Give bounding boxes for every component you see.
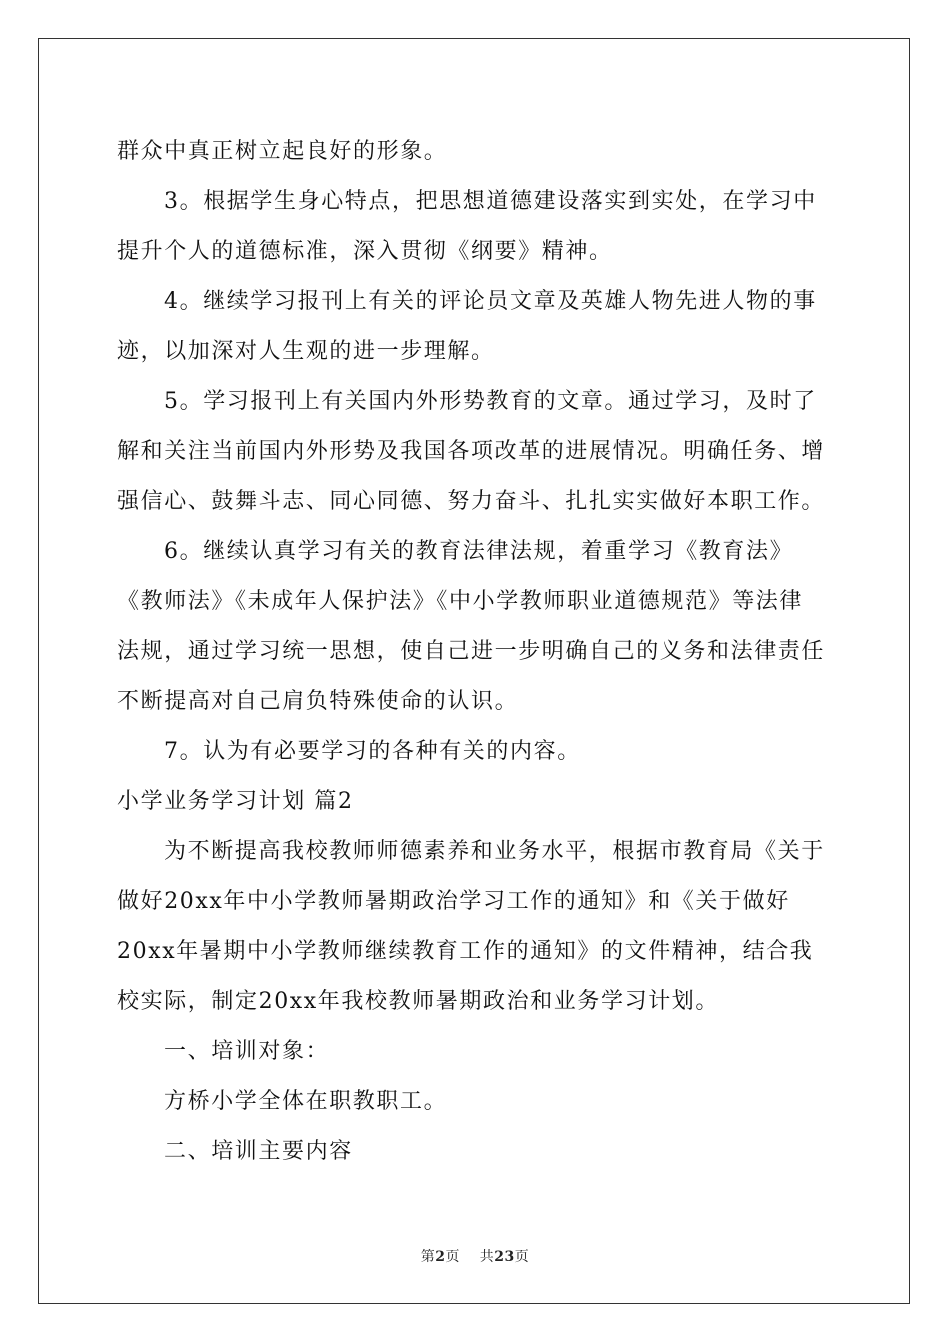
text-line: 强信心、鼓舞斗志、同心同德、努力奋斗、扎扎实实做好本职工作。 <box>117 489 826 514</box>
text-line: 法规，通过学习统一思想，使自己进一步明确自己的义务和法律责任 <box>117 639 826 664</box>
text-line: 7。认为有必要学习的各种有关的内容。 <box>164 739 581 764</box>
text-line: 4。继续学习报刊上有关的评论员文章及英雄人物先进人物的事 <box>164 289 817 314</box>
subsection-heading: 一、培训对象： <box>164 1039 330 1064</box>
total-prefix: 共 <box>479 1249 495 1265</box>
section-heading: 小学业务学习计划 篇2 <box>117 789 354 814</box>
document-body <box>117 127 835 1177</box>
page-footer <box>0 1246 950 1266</box>
page-number: 2 <box>435 1249 446 1265</box>
text-line: 20xx年暑期中小学教师继续教育工作的通知》的文件精神，结合我 <box>117 939 814 964</box>
text-line: 提升个人的道德标准，深入贯彻《纲要》精神。 <box>117 239 613 264</box>
text-line: 《教师法》《未成年人保护法》《中小学教师职业道德规范》等法律 <box>117 589 804 614</box>
page-suffix: 页 <box>445 1249 460 1265</box>
text-line: 3。根据学生身心特点，把思想道德建设落实到实处，在学习中 <box>164 189 817 214</box>
page-prefix: 第 <box>420 1249 436 1265</box>
text-line: 5。学习报刊上有关国内外形势教育的文章。通过学习，及时了 <box>164 389 817 414</box>
text-line: 方桥小学全体在职教职工。 <box>164 1089 448 1114</box>
text-line: 不断提高对自己肩负特殊使命的认识。 <box>117 689 519 714</box>
total-suffix: 页 <box>514 1249 530 1265</box>
text-line: 6。继续认真学习有关的教育法律法规，着重学习《教育法》 <box>164 539 794 564</box>
text-line: 为不断提高我校教师师德素养和业务水平，根据市教育局《关于 <box>164 839 825 864</box>
text-line: 解和关注当前国内外形势及我国各项改革的进展情况。明确任务、增 <box>117 439 826 464</box>
text-line: 群众中真正树立起良好的形象。 <box>117 139 448 164</box>
text-line: 迹，以加深对人生观的进一步理解。 <box>117 339 495 364</box>
total-pages: 23 <box>494 1249 515 1265</box>
text-line: 做好20xx年中小学教师暑期政治学习工作的通知》和《关于做好 <box>117 889 790 914</box>
text-line: 校实际，制定20xx年我校教师暑期政治和业务学习计划。 <box>117 989 720 1014</box>
subsection-heading: 二、培训主要内容 <box>164 1139 353 1164</box>
